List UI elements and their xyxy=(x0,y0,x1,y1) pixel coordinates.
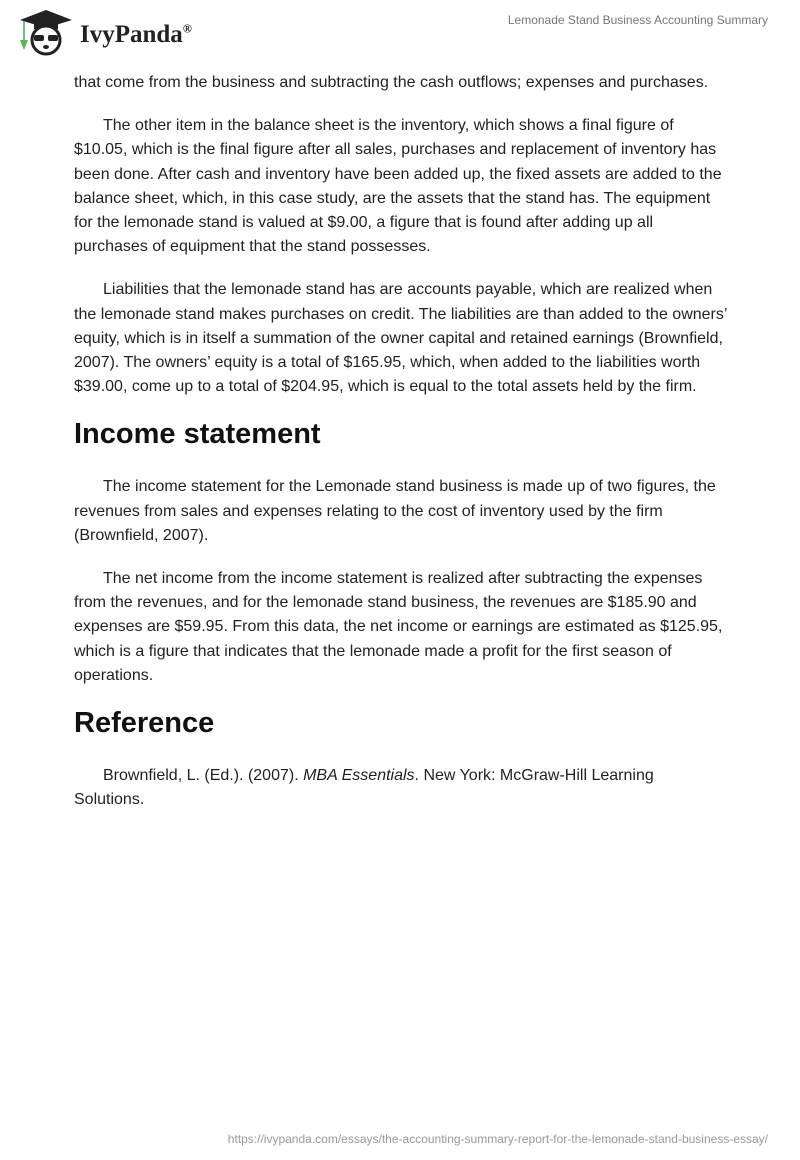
panda-graduate-icon xyxy=(18,8,74,56)
reference-author: Brownfield, L. (Ed.). (2007). xyxy=(103,767,304,785)
document-title: Lemonade Stand Business Accounting Summary xyxy=(507,13,768,27)
brand-text: IvyPanda xyxy=(80,21,183,48)
source-url[interactable]: https://ivypanda.com/essays/the-accounting-summary-report-for-the-lemonade-stand-business-essay/ xyxy=(227,1132,768,1146)
registered-mark: ® xyxy=(182,21,192,36)
reference-publisher: . New York: McGraw-Hill Learning Solutions. xyxy=(74,767,654,809)
paragraph: Liabilities that the lemonade stand has are accounts payable, which are realized when the lemonade stand makes purchases on credit. The liabilities are than added to the owners’ equity, which is in itself a summation of the owner capital and retained earnings (Brownfield, 2007). The owners’ equity is a total of $165.95, which, when added to the liabilities worth $39.00, come up to a total of $204.95, which is equal to the total assets held by the firm. xyxy=(74,281,727,396)
paragraph: The other item in the balance sheet is the inventory, which shows a final figure of $10.05, which is the final figure after all sales, purchases and replacement of inventory has been done. After cash and inventory have been added up, the fixed assets are added to the balance sheet, which, in this case study, are the assets that the stand has. The equipment for the lemonade stand is valued at $9.00, a figure that is found after adding up all purchases of equipment that the stand possesses. xyxy=(74,117,722,256)
paragraph: that come from the business and subtracting the cash outflows; expenses and purchases. xyxy=(74,74,709,91)
section-heading-income-statement: Income statement xyxy=(74,418,321,451)
essay-content xyxy=(74,71,728,831)
reference-entry xyxy=(74,764,728,812)
brand-name xyxy=(80,21,192,49)
paragraph: The net income from the income statement is realized after subtracting the expenses from the revenues, and for the lemonade stand business, the revenues are $185.90 and expenses are $59.95. From this data, the net income or earnings are estimated as $125.95, which is a figure that indicates that the lemonade made a profit for the first season of operations. xyxy=(74,570,723,684)
ivypanda-logo[interactable] xyxy=(18,8,192,56)
section-heading-reference: Reference xyxy=(74,707,215,740)
reference-title: MBA Essentials xyxy=(303,767,415,785)
paragraph: The income statement for the Lemonade stand business is made up of two figures, the revenues from sales and expenses relating to the cost of inventory used by the firm (Brownfield, 2007). xyxy=(74,478,716,544)
